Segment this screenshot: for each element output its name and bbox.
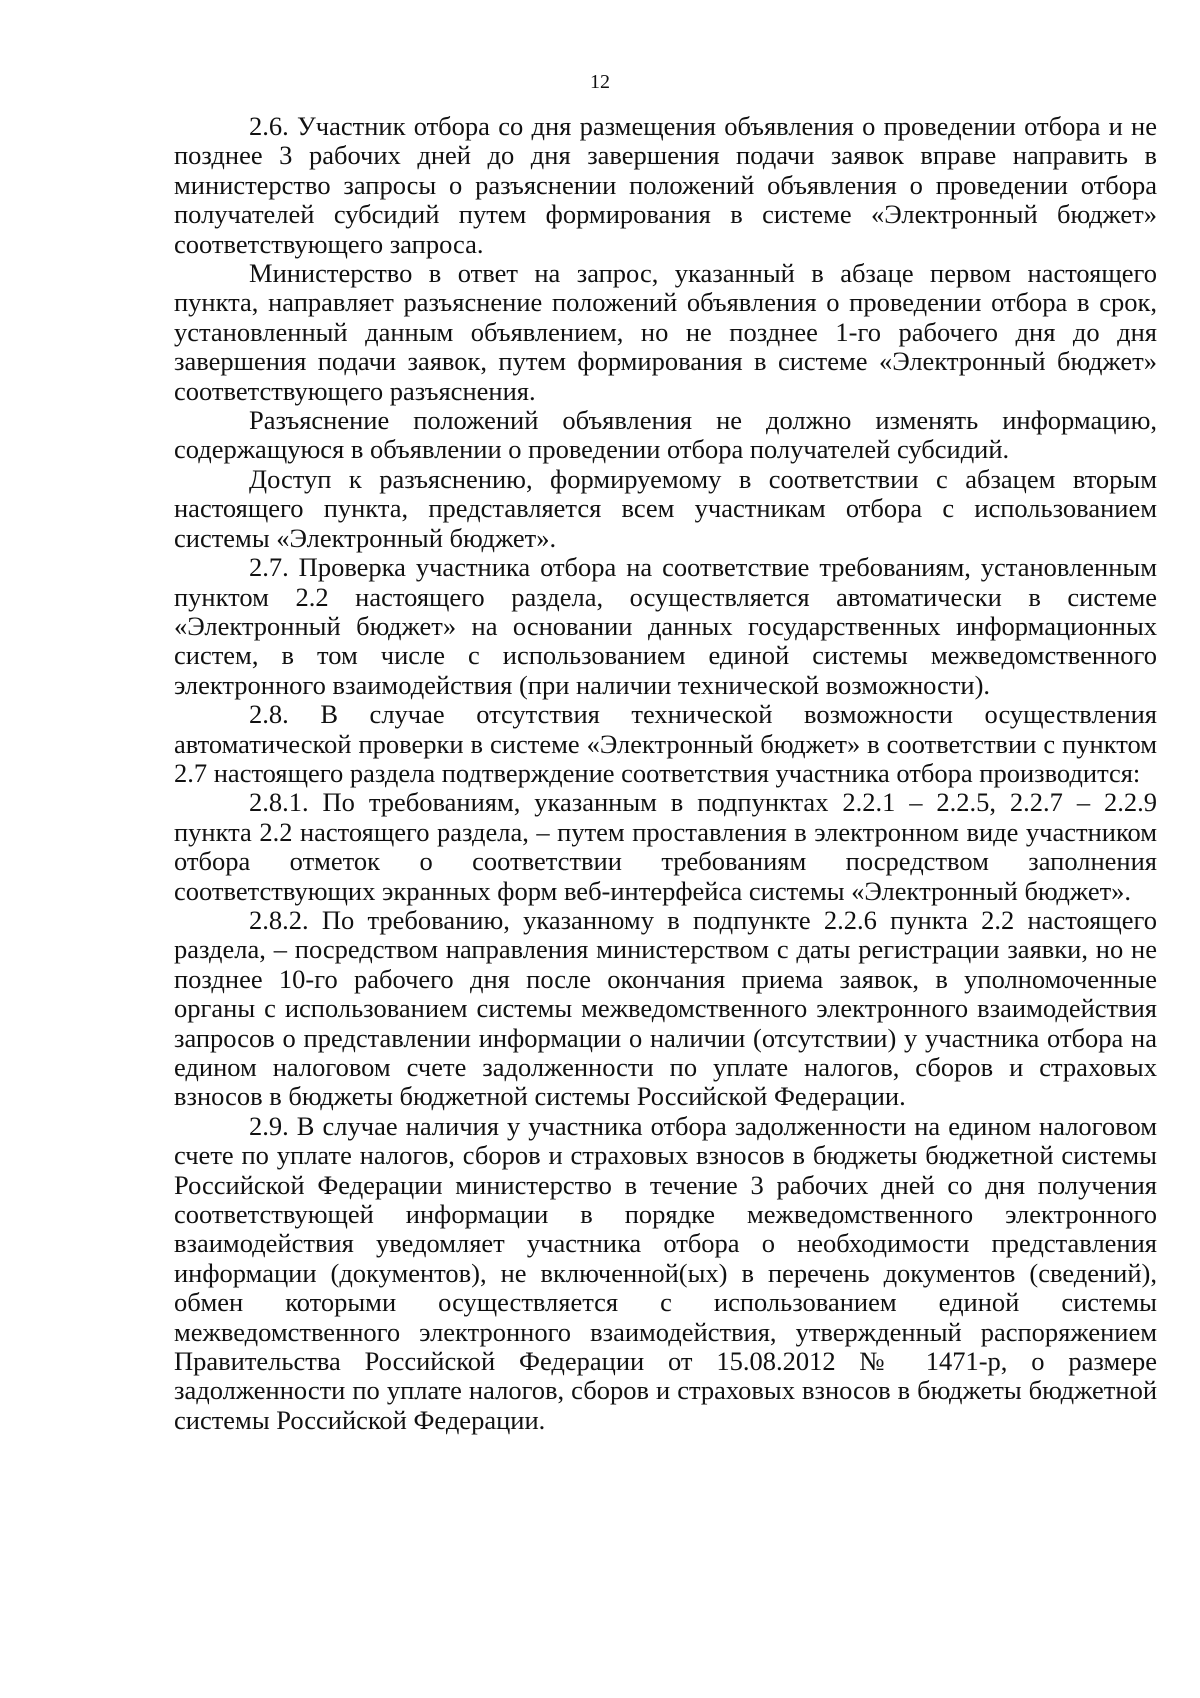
paragraph-clarification-limits: Разъяснение положений объявления не должно изменять информацию, содержащуюся в объявлении о проведении отбора получателей субсидий. (174, 405, 1157, 465)
paragraph-2-8-1: 2.8.1. По требованиям, указанным в подпунктах 2.2.1 – 2.2.5, 2.2.7 – 2.2.9 пункта 2.2 настоящего раздела, – путем проставления в электронном виде участником отбора отметок о соответствии требованиям посредством заполнения соответствующих экранных форм веб-интерфейса системы «Электронный бюджет». (174, 787, 1157, 906)
paragraph-2-9: 2.9. В случае наличия у участника отбора задолженности на едином налоговом счете по уплате налогов, сборов и страховых взносов в бюджеты бюджетной системы Российской Федерации министерство в течение 3 рабочих дней со дня получения соответствующей информации в порядке межведомственного электронного взаимодействия уведомляет участника отбора о необходимости представления информации (документов), не включенной(ых) в перечень документов (сведений), обмен которыми осуществляется с использованием единой системы межведомственного электронного взаимодействия, утвержденный распоряжением Правительства Российской Федерации от 15.08.2012 № 1471-р, о размере задолженности по уплате налогов, сборов и страховых взносов в бюджеты бюджетной системы Российской Федерации. (174, 1110, 1157, 1435)
paragraph-2-8-2: 2.8.2. По требованию, указанному в подпункте 2.2.6 пункта 2.2 настоящего раздела, – посредством направления министерством с даты регистрации заявки, но не позднее 10-го рабочего дня после окончания приема заявок, в уполномоченные органы с использованием системы межведомственного электронного взаимодействия запросов о представлении информации о наличии (отсутствии) у участника отбора на едином налоговом счете задолженности по уплате налогов, сборов и страховых взносов в бюджеты бюджетной системы Российской Федерации. (174, 904, 1157, 1112)
paragraph-2-7: 2.7. Проверка участника отбора на соответствие требованиям, установленным пунктом 2.2 настоящего раздела, осуществляется автоматически в системе «Электронный бюджет» на основании данных государственных информационных систем, в том числе с использованием единой системы межведомственного электронного взаимодействия (при наличии технической возможности). (174, 552, 1157, 700)
page-number: 12 (590, 71, 610, 93)
paragraph-ministry-response: Министерство в ответ на запрос, указанный в абзаце первом настоящего пункта, направляет разъяснение положений объявления о проведении отбора в срок, установленный данным объявлением, но не позднее 1-го рабочего дня до дня завершения подачи заявок, путем формирования в системе «Электронный бюджет» соответствующего разъяснения. (174, 258, 1157, 406)
document-body (174, 112, 1157, 1435)
paragraph-clarification-access: Доступ к разъяснению, формируемому в соответствии с абзацем вторым настоящего пункта, представляется всем участникам отбора с использованием системы «Электронный бюджет». (174, 463, 1157, 553)
paragraph-2-6: 2.6. Участник отбора со дня размещения объявления о проведении отбора и не позднее 3 рабочих дней до дня завершения подачи заявок вправе направить в министерство запросы о разъяснении положений объявления о проведении отбора получателей субсидий путем формирования в системе «Электронный бюджет» соответствующего запроса. (174, 111, 1157, 259)
paragraph-2-8: 2.8. В случае отсутствия технической возможности осуществления автоматической проверки в системе «Электронный бюджет» в соответствии с пунктом 2.7 настоящего раздела подтверждение соответствия участника отбора производится: (174, 699, 1157, 788)
